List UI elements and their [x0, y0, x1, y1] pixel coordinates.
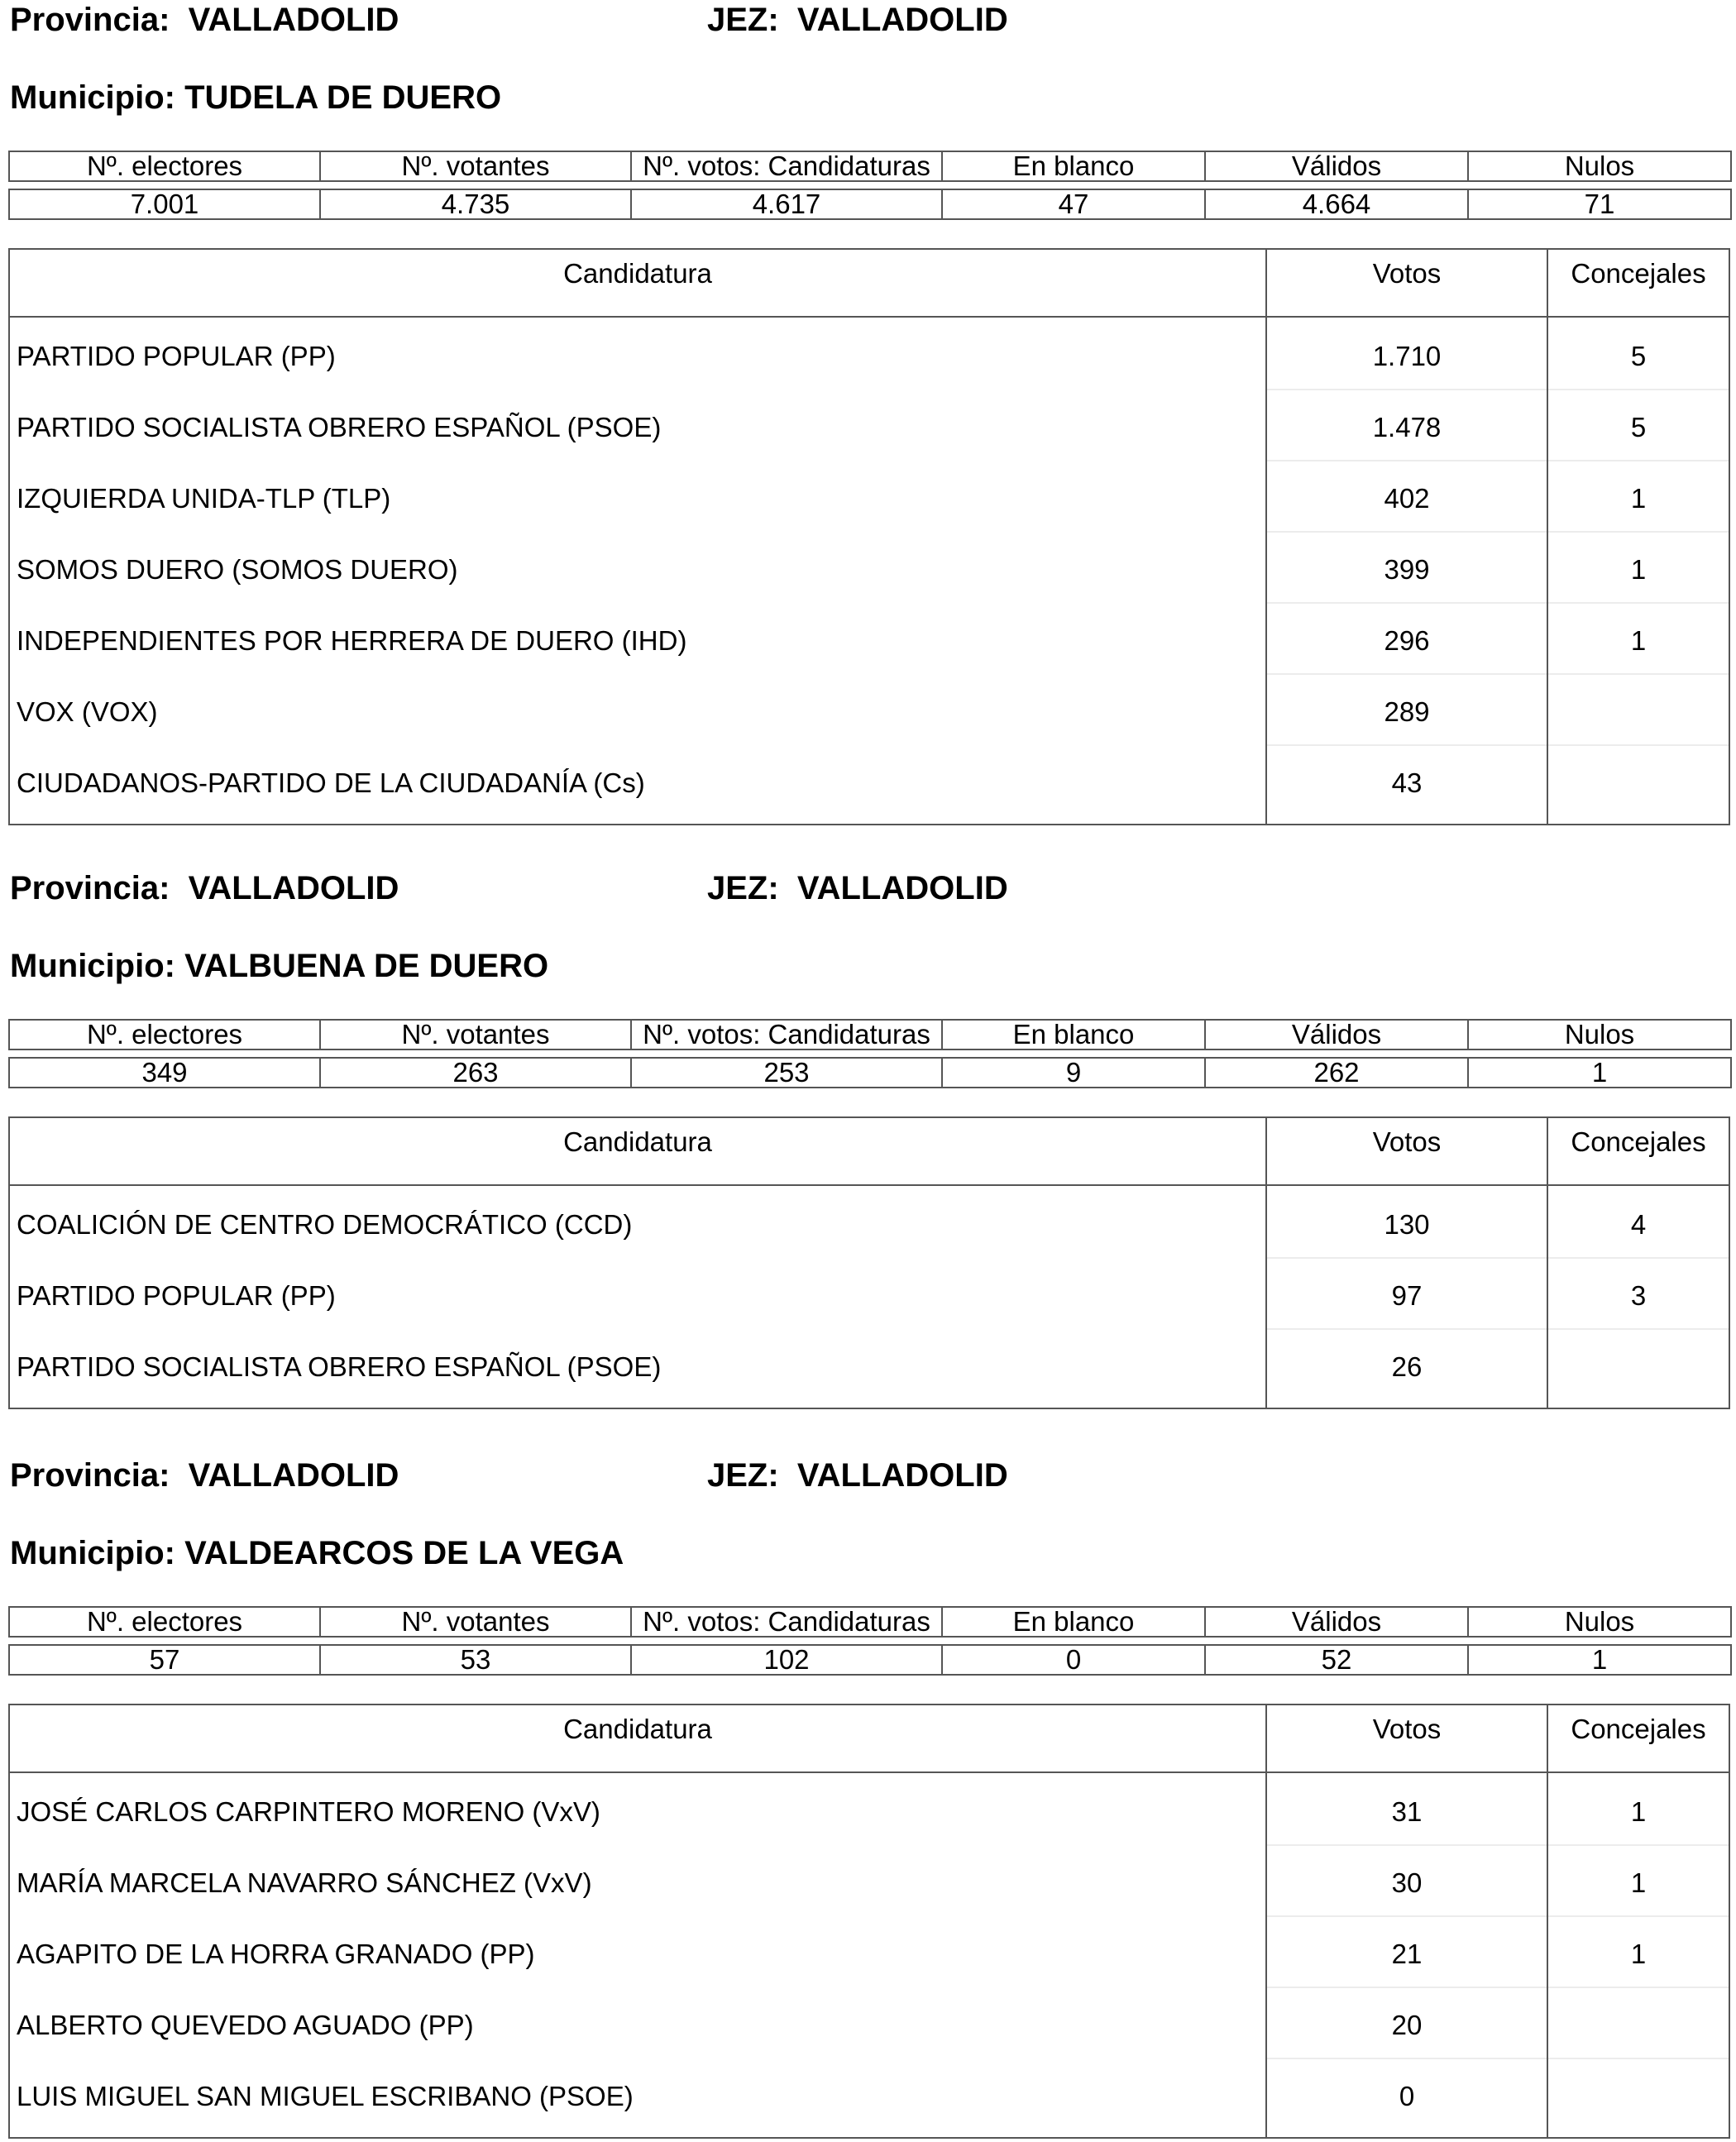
votos-header: Votos — [1372, 1126, 1442, 1157]
candidate-votes: 97 — [1391, 1280, 1423, 1311]
candidate-votes: 31 — [1391, 1796, 1423, 1827]
candidate-row — [10, 1844, 1729, 1915]
candidate-row — [10, 1773, 1729, 1844]
stats-header-row — [9, 151, 1731, 181]
stats-value-cell: 349 — [9, 1058, 320, 1088]
stats-value-cell: 7.001 — [9, 189, 320, 219]
stats-header-row — [9, 1020, 1731, 1049]
candidate-votes: 289 — [1384, 696, 1430, 727]
candidate-votes: 20 — [1391, 2010, 1423, 2040]
municipio-line — [10, 1533, 624, 1573]
candidate-row — [10, 1186, 1729, 1257]
summary-stats-table — [8, 1606, 1732, 1676]
candidate-name: CIUDADANOS-PARTIDO DE LA CIUDADANÍA (Cs) — [17, 767, 645, 798]
stats-header-cell: Nº. votos: Candidaturas — [631, 1607, 942, 1637]
summary-stats-table — [8, 1019, 1732, 1088]
candidates-header-row — [10, 250, 1729, 318]
stats-header-cell: Nulos — [1468, 1020, 1731, 1049]
municipio-label: Municipio: — [10, 948, 175, 984]
candidate-concejales: 4 — [1630, 1209, 1647, 1240]
municipio-label: Municipio: — [10, 1535, 175, 1571]
candidate-name: LUIS MIGUEL SAN MIGUEL ESCRIBANO (PSOE) — [17, 2081, 634, 2111]
candidate-votes: 1.710 — [1372, 341, 1442, 371]
candidate-name: JOSÉ CARLOS CARPINTERO MORENO (VxV) — [17, 1796, 600, 1827]
provincia-value: VALLADOLID — [188, 1457, 399, 1494]
candidate-concejales: 1 — [1630, 625, 1647, 656]
candidate-concejales: 1 — [1630, 1939, 1647, 1969]
candidate-concejales: 1 — [1630, 554, 1647, 585]
stats-value-cell: 102 — [631, 1645, 942, 1675]
candidate-name: COALICIÓN DE CENTRO DEMOCRÁTICO (CCD) — [17, 1209, 633, 1240]
municipio-value: VALDEARCOS DE LA VEGA — [184, 1535, 624, 1571]
provincia-line — [10, 0, 399, 40]
candidatura-header: Candidatura — [563, 1714, 712, 1744]
jez-label: JEZ: — [707, 1457, 779, 1494]
candidate-row — [10, 389, 1729, 460]
candidate-row — [10, 2058, 1729, 2129]
stats-value-cell: 57 — [9, 1645, 320, 1675]
stats-value-cell: 4.664 — [1205, 189, 1468, 219]
provincia-label: Provincia: — [10, 2, 170, 38]
candidate-votes: 30 — [1391, 1867, 1423, 1898]
candidate-name: INDEPENDIENTES POR HERRERA DE DUERO (IHD) — [17, 625, 687, 656]
stats-value-row — [9, 1058, 1731, 1088]
stats-header-cell: Nulos — [1468, 151, 1731, 181]
candidate-row — [10, 460, 1729, 531]
candidates-table — [8, 248, 1730, 825]
candidate-row — [10, 318, 1729, 389]
stats-value-cell: 253 — [631, 1058, 942, 1088]
jez-value: VALLADOLID — [796, 2, 1008, 38]
provincia-value: VALLADOLID — [188, 2, 399, 38]
stats-value-cell: 1 — [1468, 1058, 1731, 1088]
candidate-name: PARTIDO POPULAR (PP) — [17, 1280, 336, 1311]
stats-header-cell: Nulos — [1468, 1607, 1731, 1637]
stats-header-cell: Nº. votos: Candidaturas — [631, 151, 942, 181]
stats-header-cell: Nº. votos: Candidaturas — [631, 1020, 942, 1049]
stats-value-cell: 262 — [1205, 1058, 1468, 1088]
candidate-concejales: 1 — [1630, 483, 1647, 514]
candidate-row — [10, 531, 1729, 602]
stats-header-cell: En blanco — [942, 1020, 1205, 1049]
candidatura-header: Candidatura — [563, 258, 712, 289]
municipio-line — [10, 946, 548, 986]
jez-label: JEZ: — [707, 2, 779, 38]
provincia-line — [10, 1456, 399, 1495]
votos-header: Votos — [1372, 258, 1442, 289]
stats-header-cell: Nº. electores — [9, 151, 320, 181]
candidates-header-row — [10, 1118, 1729, 1186]
candidate-name: PARTIDO POPULAR (PP) — [17, 341, 336, 371]
candidate-concejales: 5 — [1630, 412, 1647, 442]
candidate-votes: 26 — [1391, 1351, 1423, 1382]
stats-value-cell: 9 — [942, 1058, 1205, 1088]
stats-value-cell: 263 — [320, 1058, 631, 1088]
jez-line — [707, 1456, 1008, 1495]
candidate-row — [10, 1915, 1729, 1987]
stats-value-cell: 53 — [320, 1645, 631, 1675]
stats-header-cell: En blanco — [942, 151, 1205, 181]
municipality-section — [0, 868, 1736, 1413]
candidate-concejales: 5 — [1630, 341, 1647, 371]
municipio-line — [10, 78, 501, 117]
candidate-name: PARTIDO SOCIALISTA OBRERO ESPAÑOL (PSOE) — [17, 412, 662, 442]
stats-value-cell: 4.735 — [320, 189, 631, 219]
stats-value-cell: 47 — [942, 189, 1205, 219]
stats-header-cell: Nº. votantes — [320, 1020, 631, 1049]
candidate-votes: 43 — [1391, 767, 1423, 798]
candidate-votes: 399 — [1384, 554, 1430, 585]
stats-value-cell: 52 — [1205, 1645, 1468, 1675]
candidate-votes: 130 — [1384, 1209, 1430, 1240]
stats-header-cell: Nº. electores — [9, 1020, 320, 1049]
candidates-table — [8, 1116, 1730, 1409]
candidate-row — [10, 1328, 1729, 1399]
provincia-line — [10, 868, 399, 908]
stats-value-row — [9, 189, 1731, 219]
municipality-section — [0, 0, 1736, 829]
candidate-name: IZQUIERDA UNIDA-TLP (TLP) — [17, 483, 391, 514]
stats-header-cell: Nº. votantes — [320, 151, 631, 181]
summary-stats-table — [8, 151, 1732, 220]
municipio-label: Municipio: — [10, 79, 175, 116]
jez-line — [707, 0, 1008, 40]
stats-header-cell: En blanco — [942, 1607, 1205, 1637]
stats-value-cell: 4.617 — [631, 189, 942, 219]
municipality-section — [0, 1456, 1736, 2142]
candidate-row — [10, 1257, 1729, 1328]
candidate-name: PARTIDO SOCIALISTA OBRERO ESPAÑOL (PSOE) — [17, 1351, 662, 1382]
candidate-votes: 1.478 — [1372, 412, 1442, 442]
jez-line — [707, 868, 1008, 908]
stats-header-cell: Válidos — [1205, 151, 1468, 181]
concejales-header: Concejales — [1571, 1714, 1706, 1744]
candidate-name: SOMOS DUERO (SOMOS DUERO) — [17, 554, 458, 585]
municipio-value: VALBUENA DE DUERO — [184, 948, 549, 984]
candidate-votes: 402 — [1384, 483, 1430, 514]
municipio-value: TUDELA DE DUERO — [184, 79, 502, 116]
stats-header-cell: Válidos — [1205, 1020, 1468, 1049]
candidate-row — [10, 602, 1729, 673]
provincia-value: VALLADOLID — [188, 870, 399, 906]
stats-value-row — [9, 1645, 1731, 1675]
votos-header: Votos — [1372, 1714, 1442, 1744]
jez-label: JEZ: — [707, 870, 779, 906]
candidate-concejales: 3 — [1630, 1280, 1647, 1311]
stats-header-row — [9, 1607, 1731, 1637]
candidate-concejales: 1 — [1630, 1867, 1647, 1898]
concejales-header: Concejales — [1571, 1126, 1706, 1157]
candidate-votes: 21 — [1391, 1939, 1423, 1969]
candidate-row — [10, 673, 1729, 744]
candidates-header-row — [10, 1705, 1729, 1773]
candidate-name: VOX (VOX) — [17, 696, 158, 727]
candidate-votes: 0 — [1399, 2081, 1415, 2111]
candidate-votes: 296 — [1384, 625, 1430, 656]
candidates-table — [8, 1704, 1730, 2139]
provincia-label: Provincia: — [10, 1457, 170, 1494]
stats-header-cell: Nº. electores — [9, 1607, 320, 1637]
stats-value-cell: 0 — [942, 1645, 1205, 1675]
concejales-header: Concejales — [1571, 258, 1706, 289]
provincia-label: Provincia: — [10, 870, 170, 906]
candidate-name: AGAPITO DE LA HORRA GRANADO (PP) — [17, 1939, 535, 1969]
stats-header-cell: Válidos — [1205, 1607, 1468, 1637]
candidate-row — [10, 1987, 1729, 2058]
stats-value-cell: 71 — [1468, 189, 1731, 219]
stats-header-cell: Nº. votantes — [320, 1607, 631, 1637]
candidate-name: MARÍA MARCELA NAVARRO SÁNCHEZ (VxV) — [17, 1867, 592, 1898]
candidate-name: ALBERTO QUEVEDO AGUADO (PP) — [17, 2010, 474, 2040]
candidate-concejales: 1 — [1630, 1796, 1647, 1827]
candidate-row — [10, 744, 1729, 815]
jez-value: VALLADOLID — [796, 870, 1008, 906]
candidatura-header: Candidatura — [563, 1126, 712, 1157]
jez-value: VALLADOLID — [796, 1457, 1008, 1494]
stats-value-cell: 1 — [1468, 1645, 1731, 1675]
